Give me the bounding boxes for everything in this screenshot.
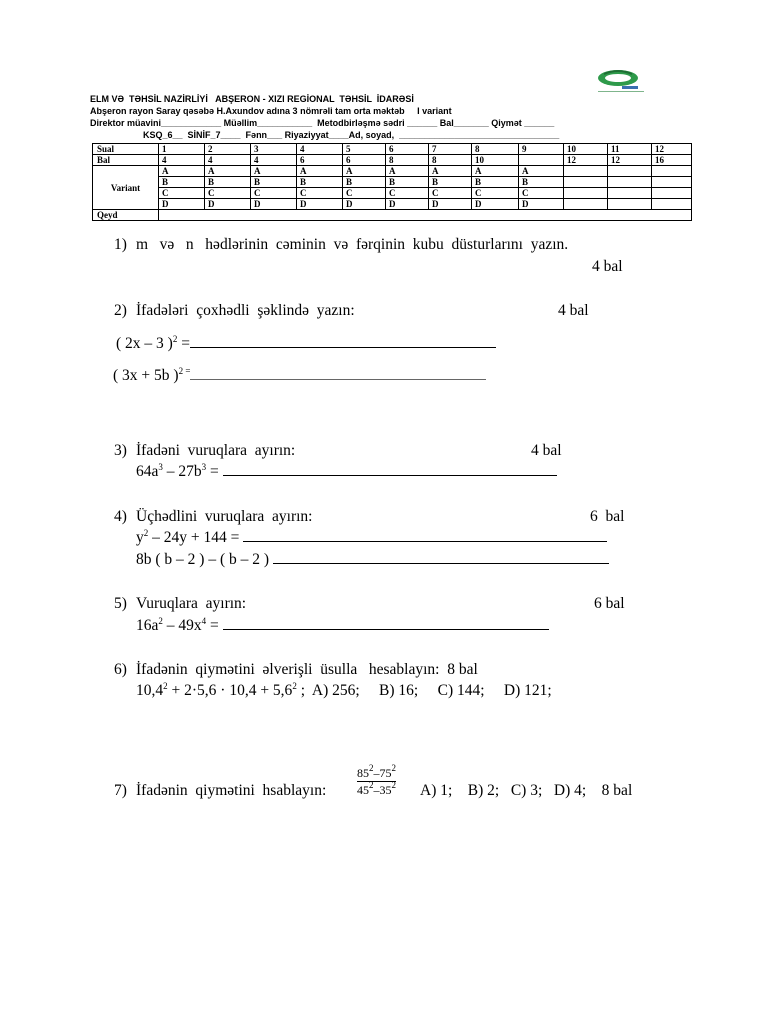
points-cell: 6 [297, 155, 343, 166]
variant-cell[interactable] [608, 177, 652, 188]
variant-cell[interactable]: A [297, 166, 343, 177]
answer-line[interactable] [223, 474, 557, 476]
q5-expression: $16a^2 - 49x^4$ = [136, 617, 549, 635]
answer-line[interactable] [190, 378, 486, 380]
variant-cell[interactable]: A [472, 166, 519, 177]
variant-row-d [93, 199, 692, 210]
variant-cell[interactable] [652, 199, 692, 210]
answer-grid [92, 143, 692, 221]
points-cell: 12 [608, 155, 652, 166]
variant-cell[interactable]: B [343, 177, 386, 188]
question-number: 5 [343, 144, 386, 155]
q2-number: 2) [114, 302, 127, 319]
points-cell: 10 [472, 155, 519, 166]
variant-cell[interactable]: B [472, 177, 519, 188]
q2-points: 4 bal [558, 302, 589, 319]
variant-cell[interactable]: B [519, 177, 564, 188]
variant-cell[interactable]: A [159, 166, 205, 177]
variant-cell[interactable] [564, 177, 608, 188]
variant-cell[interactable]: B [251, 177, 297, 188]
question-number: 1 [159, 144, 205, 155]
q6-text: İfadənin qiymətini əlverişli üsulla hesablayın: 8 bal [136, 661, 478, 678]
variant-cell[interactable]: A [519, 166, 564, 177]
question-number: 10 [564, 144, 608, 155]
q5-points: 6 bal [594, 595, 625, 612]
variant-cell[interactable] [652, 177, 692, 188]
variant-cell[interactable]: A [205, 166, 251, 177]
signature-line: Direktor müavini____________ Müəllim___________ Metodbirləşmə sədri ______ Bal_______ Qiymət ______ [90, 118, 555, 128]
variant-cell[interactable] [564, 166, 608, 177]
variant-cell[interactable]: D [251, 199, 297, 210]
variant-cell[interactable]: C [251, 188, 297, 199]
q3-expression: $64a^3 - 27b^3$ = [136, 463, 557, 481]
question-number: 4 [297, 144, 343, 155]
variant-cell[interactable]: D [429, 199, 472, 210]
q7-text: İfadənin qiymətini hsablayın: [136, 782, 327, 799]
school-logo [592, 66, 650, 101]
answer-line[interactable] [190, 346, 496, 348]
q7-answers: A) 1; B) 2; C) 3; D) 4; 8 bal [420, 782, 633, 799]
points-cell: 4 [205, 155, 251, 166]
variant-label: Variant [93, 166, 159, 210]
variant-cell[interactable] [608, 199, 652, 210]
variant-cell[interactable]: C [343, 188, 386, 199]
variant-cell[interactable]: D [472, 199, 519, 210]
q4-text: Üçhədlini vuruqlara ayırın: [136, 508, 313, 525]
variant-cell[interactable]: D [205, 199, 251, 210]
variant-cell[interactable]: C [429, 188, 472, 199]
q2-expression-1: ( 2x – 3 )$^2$ = [116, 335, 496, 353]
variant-cell[interactable]: C [297, 188, 343, 199]
points-cell: 16 [652, 155, 692, 166]
points-cell [519, 155, 564, 166]
q2-text: İfadələri çoxhədli şəklində yazın: [136, 302, 355, 319]
q3-points: 4 bal [531, 442, 562, 459]
points-cell: 4 [251, 155, 297, 166]
qeyd-row [93, 210, 692, 221]
variant-cell[interactable]: C [159, 188, 205, 199]
sual-label: Sual [93, 144, 159, 155]
answer-line[interactable] [243, 540, 607, 542]
variant-cell[interactable]: A [429, 166, 472, 177]
points-cell: 6 [343, 155, 386, 166]
q1-points: 4 bal [592, 258, 623, 275]
q5-number: 5) [114, 595, 127, 612]
variant-cell[interactable] [564, 188, 608, 199]
points-cell: 12 [564, 155, 608, 166]
question-number: 3 [251, 144, 297, 155]
variant-row-c [93, 188, 692, 199]
fraction-denominator: $45^2-35^2$ [357, 780, 396, 797]
variant-cell[interactable]: A [251, 166, 297, 177]
question-number: 9 [519, 144, 564, 155]
question-number: 2 [205, 144, 251, 155]
points-cell: 4 [159, 155, 205, 166]
fraction-bar [357, 781, 396, 782]
variant-cell[interactable]: B [159, 177, 205, 188]
variant-row-b [93, 177, 692, 188]
q3-text: İfadəni vuruqlara ayırın: [136, 442, 296, 459]
q1-text: m və n hədlərinin cəminin və fərqinin kubu düsturlarını yazın. [136, 236, 569, 253]
variant-cell[interactable]: D [297, 199, 343, 210]
variant-cell[interactable]: B [205, 177, 251, 188]
variant-cell[interactable]: C [386, 188, 429, 199]
bal-row [93, 155, 692, 166]
variant-cell[interactable]: A [343, 166, 386, 177]
variant-cell[interactable]: D [519, 199, 564, 210]
q6-expression: $10,4^2 + 2\cdot 5,6 \cdot 10,4 + 5,6^2$ ; A) 256; B) 16; C) 144; D) 121; [136, 681, 552, 699]
variant-cell[interactable]: C [205, 188, 251, 199]
variant-cell[interactable]: D [343, 199, 386, 210]
question-number: 7 [429, 144, 472, 155]
qeyd-label: Qeyd [93, 210, 159, 221]
qeyd-cell[interactable] [159, 210, 692, 221]
variant-cell[interactable] [564, 199, 608, 210]
school-name-line: Abşeron rayon Saray qəsəbə H.Axundov adına 3 nömrəli tam orta məktəb I variant [90, 106, 452, 116]
question-number: 11 [608, 144, 652, 155]
variant-cell[interactable]: D [159, 199, 205, 210]
variant-cell[interactable]: A [386, 166, 429, 177]
class-subject-line: KSQ_6__ SİNİF_7____ Fənn___ Riyaziyyat____Ad, soyad, ________________________________ [143, 130, 560, 140]
question-number: 6 [386, 144, 429, 155]
ministry-header: ELM VƏ TƏHSİL NAZİRLİYİ ABŞERON - XIZI REGİONAL TƏHSİL İDARƏSİ [90, 94, 414, 104]
variant-cell[interactable]: B [429, 177, 472, 188]
variant-cell[interactable] [652, 166, 692, 177]
question-number: 12 [652, 144, 692, 155]
q1-number: 1) [114, 236, 127, 253]
q5-text: Vuruqlara ayırın: [136, 595, 247, 612]
points-cell: 8 [429, 155, 472, 166]
variant-cell[interactable]: B [297, 177, 343, 188]
bal-label: Bal [93, 155, 159, 166]
q7-fraction [357, 763, 396, 797]
q4-points: 6 bal [590, 508, 625, 525]
variant-cell[interactable]: C [472, 188, 519, 199]
question-number: 8 [472, 144, 519, 155]
q7-number: 7) [114, 782, 127, 799]
q4-number: 4) [114, 508, 127, 525]
variant-cell[interactable] [608, 166, 652, 177]
sual-row [93, 144, 692, 155]
q3-number: 3) [114, 442, 127, 459]
fraction-numerator: $85^2-75^2$ [357, 763, 396, 780]
variant-cell[interactable]: B [386, 177, 429, 188]
q4-expression-2: 8b ( b – 2 ) – ( b – 2 ) [136, 551, 609, 569]
answer-line[interactable] [273, 562, 609, 564]
q4-expression-1: $y^2 - 24y + 144$ = [136, 529, 607, 547]
answer-line[interactable] [223, 628, 549, 630]
points-cell: 8 [386, 155, 429, 166]
variant-row-a [93, 166, 692, 177]
variant-cell[interactable]: D [386, 199, 429, 210]
q2-expression-2: ( 3x + 5b )$^{2 =}$ [113, 367, 486, 385]
variant-cell[interactable]: C [519, 188, 564, 199]
q6-number: 6) [114, 661, 127, 678]
variant-cell[interactable] [608, 188, 652, 199]
variant-cell[interactable] [652, 188, 692, 199]
